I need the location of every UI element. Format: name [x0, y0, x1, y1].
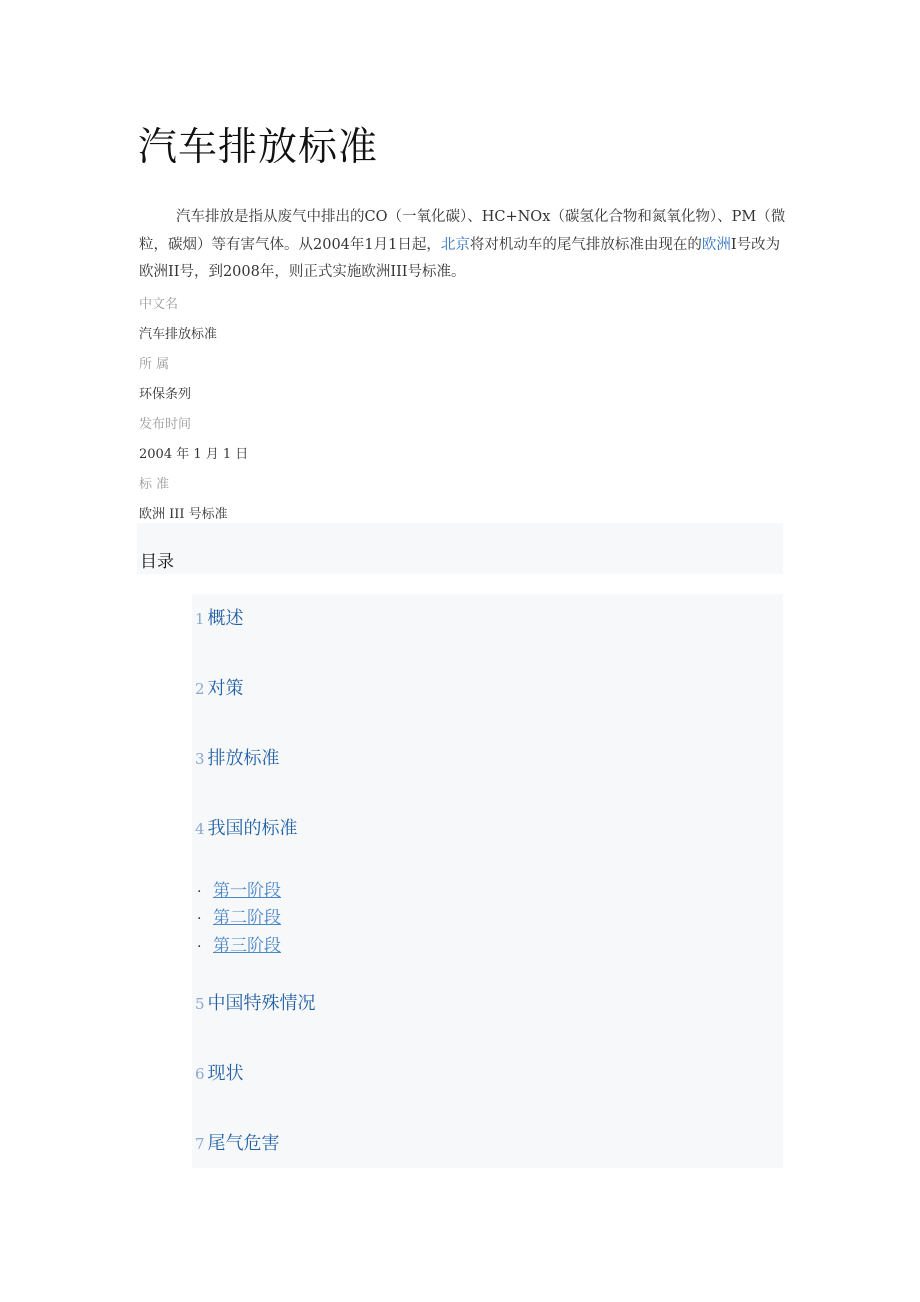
toc-subitem-stage-1 [197, 880, 281, 903]
infobox-label-release-date: 发布时间 [139, 417, 192, 432]
toc-item-china-standards[interactable] [195, 817, 298, 841]
infobox-value-category: 环保条列 [139, 387, 192, 402]
toc-sublink-stage-1[interactable]: 第一阶段 [213, 881, 281, 901]
toc-item-number: 3 [195, 750, 205, 768]
europe-link[interactable]: 欧洲 [701, 236, 731, 253]
infobox-value-release-date: 2004 年 1 月 1 日 [139, 447, 249, 462]
bullet-icon: · [197, 939, 202, 955]
toc-item-label: 概述 [207, 608, 244, 629]
toc-item-label: 我国的标准 [207, 818, 298, 839]
intro-text-1: 汽车排放是指从废气中排出的CO（一氧化碳）、HC+NOx（碳氢化合物和氮氧化物）、PM（微粒，碳烟）等有害气体。从2004年1月1日起， [139, 209, 786, 253]
toc-sublink-stage-2[interactable]: 第二阶段 [213, 908, 281, 928]
toc-item-number: 6 [195, 1065, 205, 1083]
toc-item-number: 1 [195, 610, 205, 628]
toc-item-emission-standards[interactable] [195, 747, 280, 771]
toc-subitem-stage-2 [197, 907, 281, 930]
intro-text-3: I号改为欧洲II号，到2008年，则正式实施欧洲III号标准。 [139, 236, 781, 280]
toc-title: 目录 [140, 552, 174, 572]
bullet-icon: · [197, 884, 202, 900]
toc-item-number: 5 [195, 995, 205, 1013]
infobox-label-standard: 标 准 [139, 477, 170, 492]
infobox-value-standard: 欧洲 III 号标准 [139, 507, 228, 522]
bullet-icon: · [197, 911, 202, 927]
toc-item-exhaust-hazards[interactable] [195, 1132, 280, 1156]
table-of-contents [192, 594, 783, 1168]
toc-item-label: 现状 [207, 1063, 244, 1084]
toc-item-current-status[interactable] [195, 1062, 244, 1086]
toc-header [137, 523, 783, 574]
intro-paragraph [139, 204, 787, 287]
toc-sublink-stage-3[interactable]: 第三阶段 [213, 936, 281, 956]
toc-item-number: 2 [195, 680, 205, 698]
infobox-label-chinese-name: 中文名 [139, 297, 179, 312]
beijing-link[interactable]: 北京 [440, 236, 470, 253]
toc-item-label: 中国特殊情况 [207, 993, 316, 1014]
toc-item-china-special[interactable] [195, 992, 316, 1016]
intro-text-2: 将对机动车的尾气排放标准由现在的 [469, 236, 702, 253]
toc-item-number: 4 [195, 820, 205, 838]
toc-item-overview[interactable] [195, 607, 244, 631]
toc-item-countermeasures[interactable] [195, 677, 244, 701]
toc-item-label: 对策 [207, 678, 244, 699]
infobox-label-category: 所 属 [139, 357, 170, 372]
toc-subitem-stage-3 [197, 935, 281, 958]
page-title: 汽车排放标准 [138, 125, 379, 170]
toc-item-number: 7 [195, 1135, 205, 1153]
toc-item-label: 尾气危害 [207, 1133, 280, 1154]
toc-item-label: 排放标准 [207, 748, 280, 769]
infobox-value-chinese-name: 汽车排放标准 [139, 327, 218, 342]
